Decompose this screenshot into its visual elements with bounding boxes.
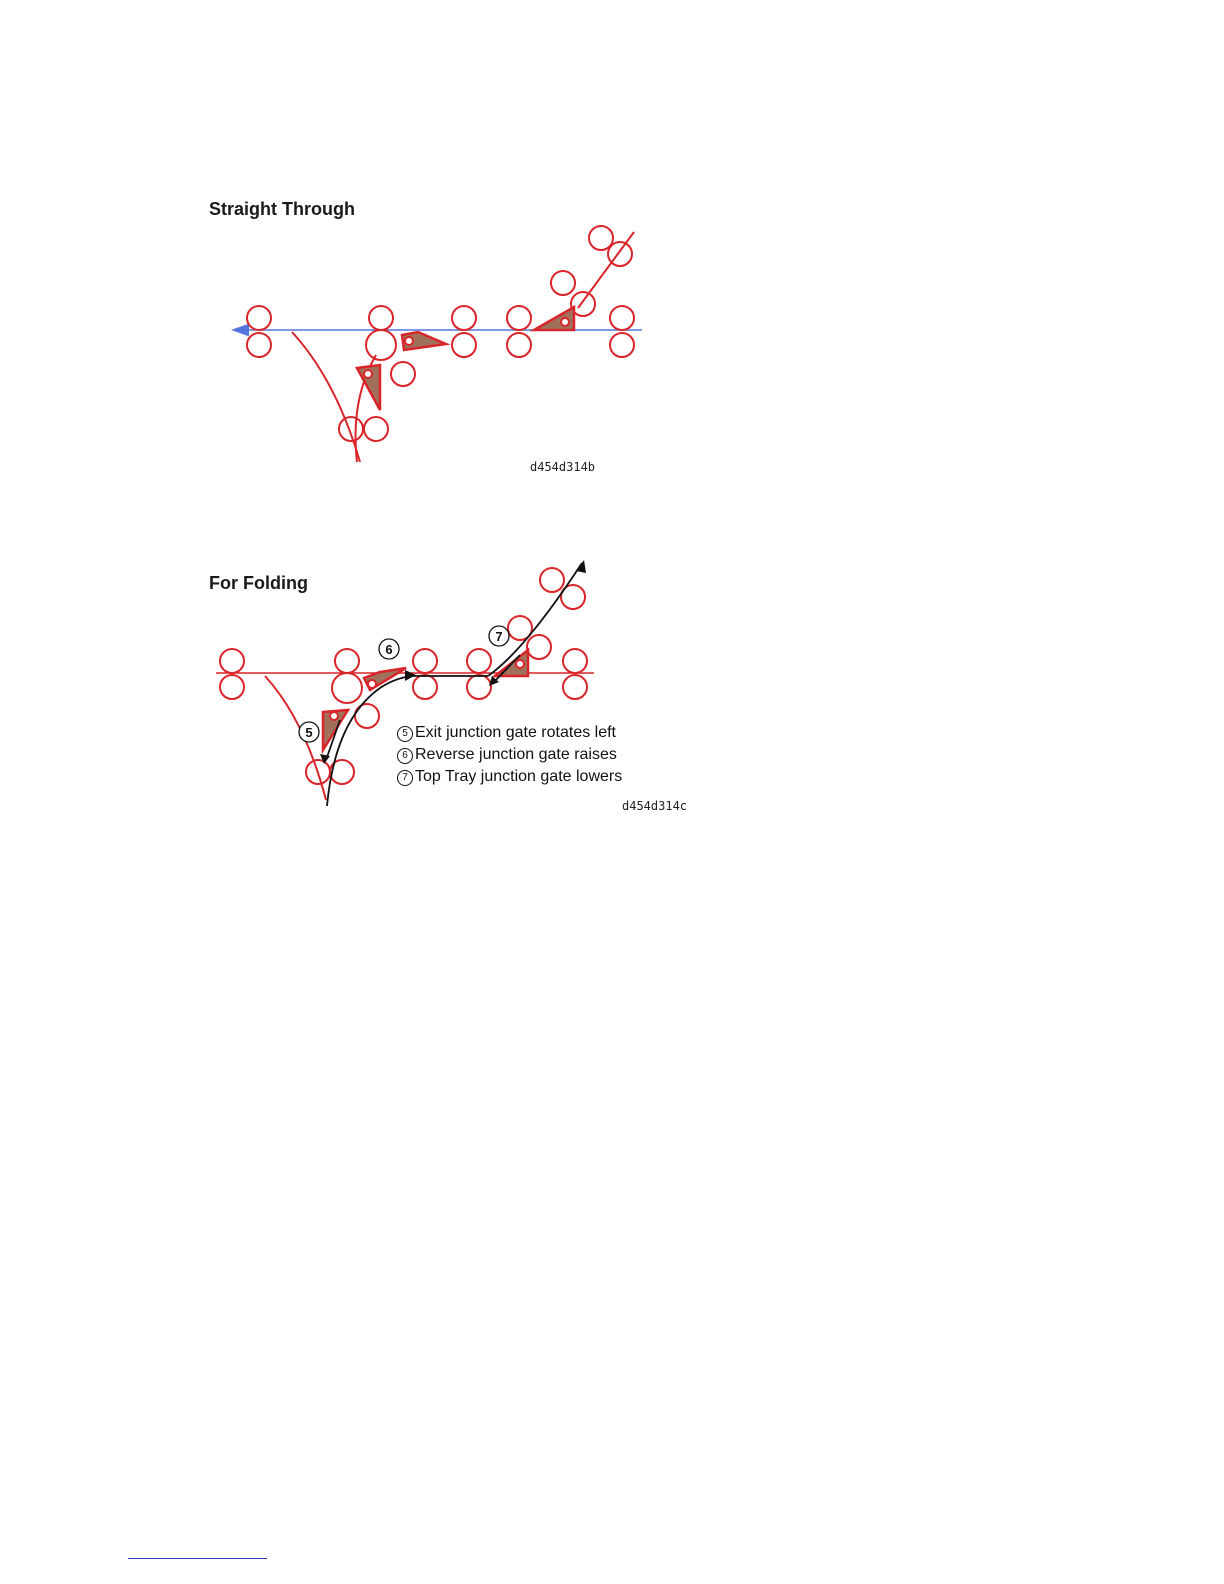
legend-num-7: 7 [397,770,413,786]
marker-5: 5 [305,725,313,740]
marker-7: 7 [495,629,503,644]
legend-text-7: Top Tray junction gate lowers [415,768,623,785]
figure-code-straight-through: d454d314b [530,460,596,474]
legend-item-7 [397,768,622,786]
legend-item-6 [397,746,617,764]
legend-text-6: Reverse junction gate raises [415,746,617,763]
figure-title-for-folding: For Folding [209,573,308,593]
marker-6: 6 [385,642,393,657]
figure-title-straight-through: Straight Through [209,199,355,219]
legend-text-5: Exit junction gate rotates left [415,724,616,741]
footer-divider [128,1558,267,1559]
legend-item-5 [397,724,616,742]
legend-num-6: 6 [397,748,413,764]
legend-num-5: 5 [397,726,413,742]
figure-code-for-folding: d454d314c [622,799,688,813]
